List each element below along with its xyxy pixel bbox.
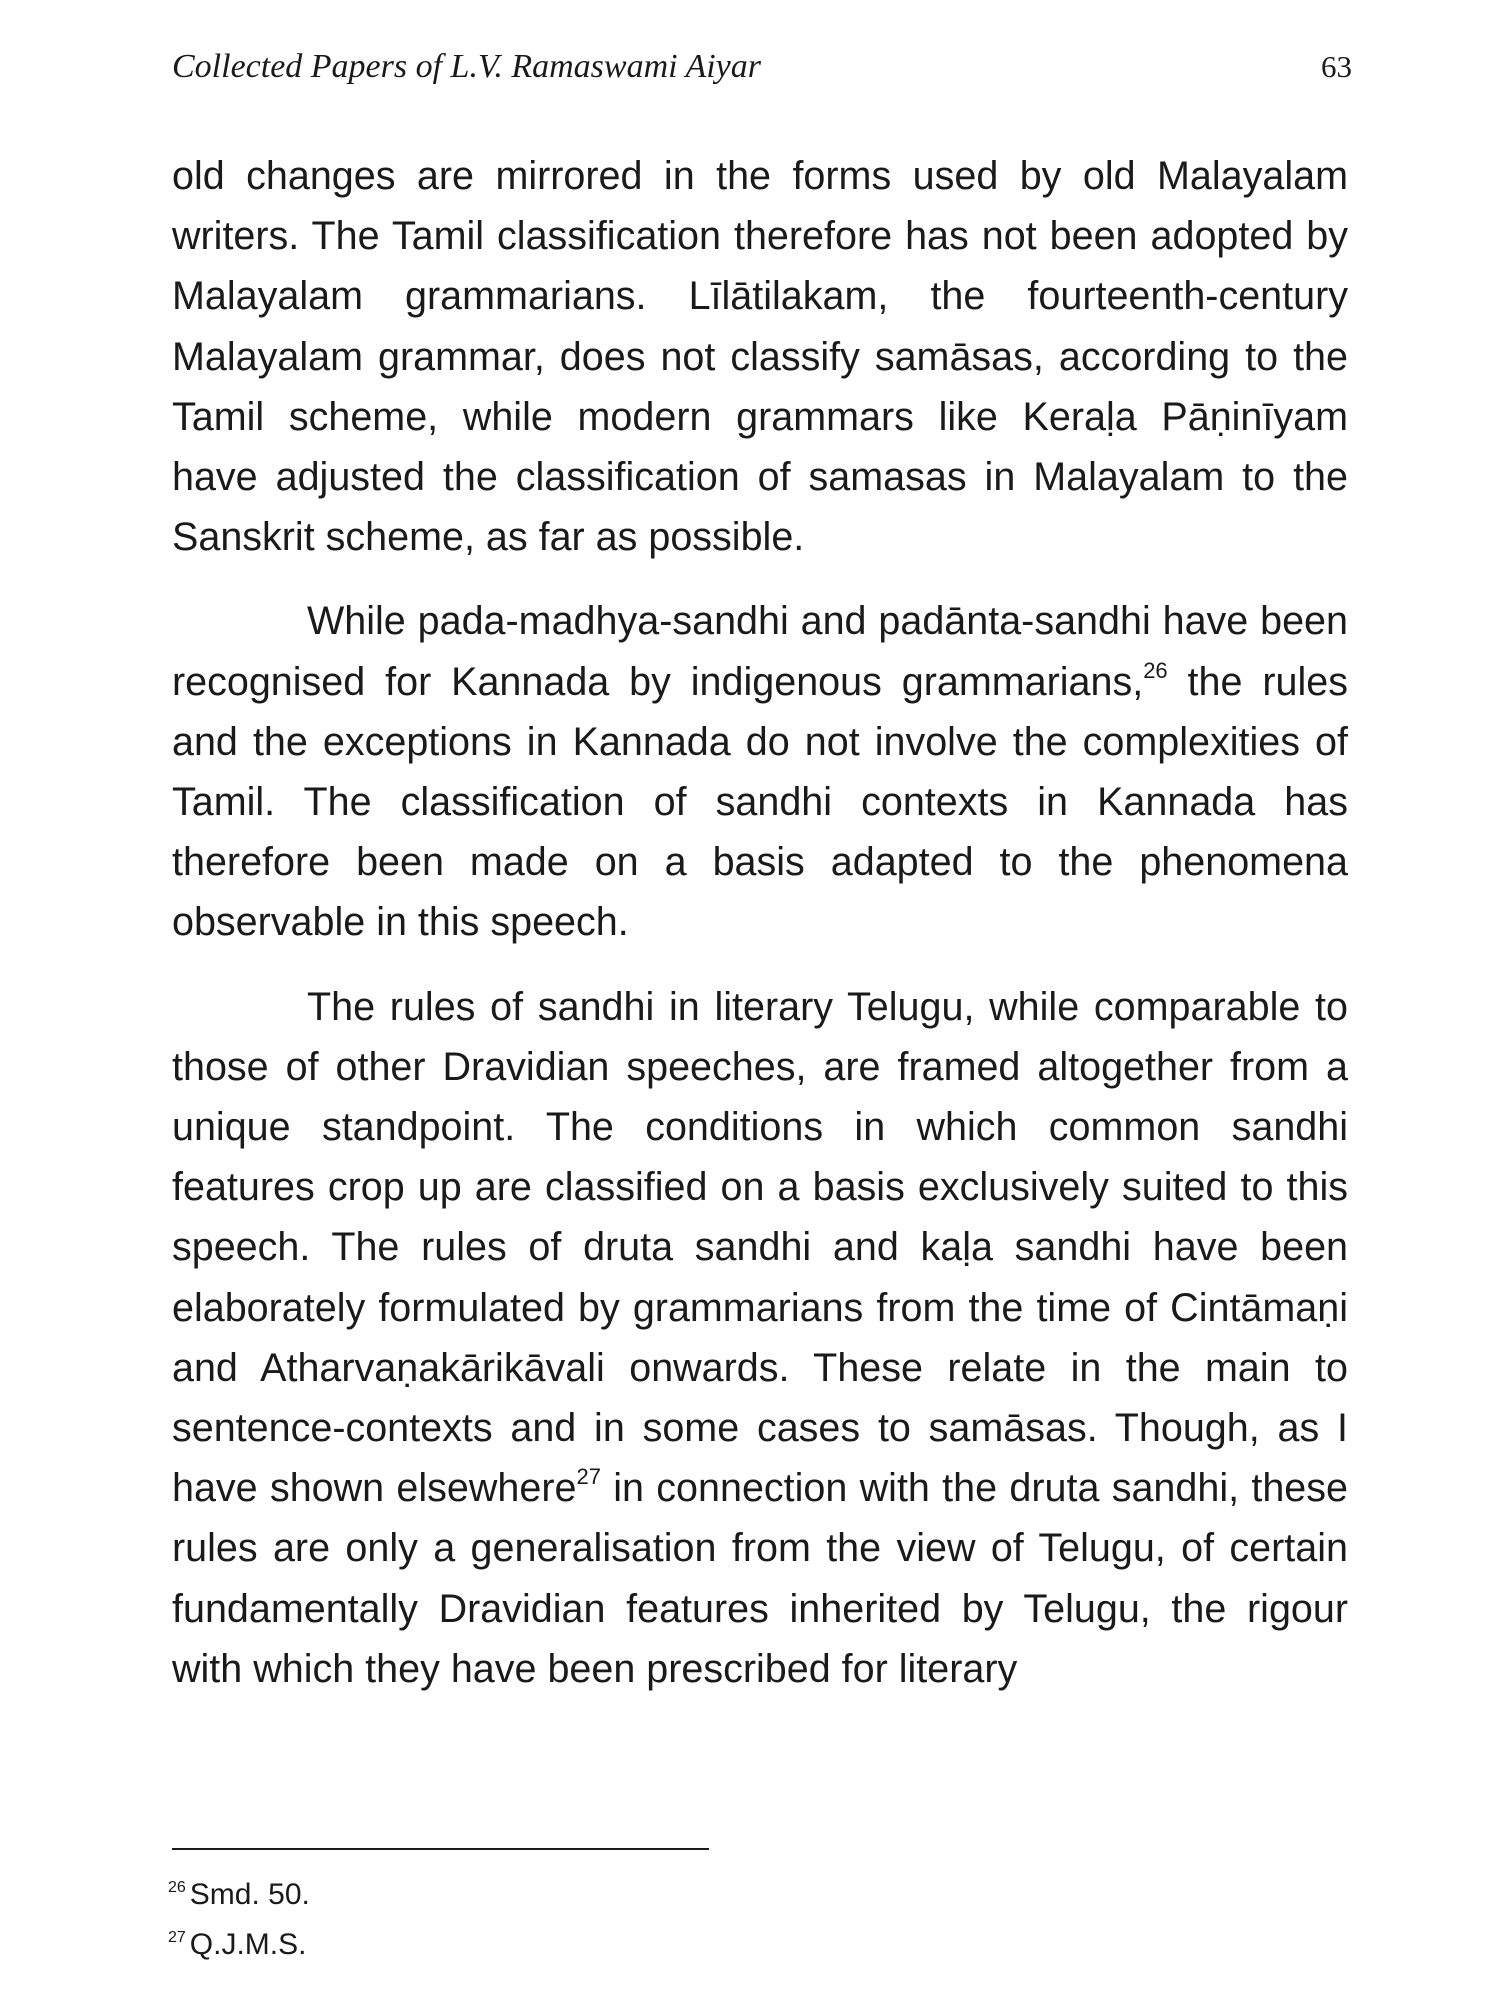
footnote-reference-26: 26 — [1143, 657, 1168, 683]
body-text — [172, 146, 1348, 1699]
footnote-divider — [172, 1848, 709, 1850]
paragraph-3-text-after-note: in connection with the druta sandhi, these rules are only a generalisation from the view of Telugu, of certain fundamentally Dravidian features inherited by Telugu, the rigour with which they have been prescribed for literary — [172, 1466, 1348, 1691]
paragraph-3 — [172, 977, 1348, 1699]
paragraph-1 — [172, 146, 1348, 567]
paragraph-2-text-before-note: While pada-madhya-sandhi and padānta-sandhi have been recognised for Kannada by indigenous grammarians, — [172, 599, 1348, 704]
paragraph-2 — [172, 591, 1348, 952]
paragraph-3-text-before-note: The rules of sandhi in literary Telugu, while comparable to those of other Dravidian speeches, are framed altogether from a unique standpoint. The conditions in which common sandhi features crop up are classified on a basis exclusively suited to this speech. The rules of druta sandhi and kaḷa sandhi have been elaborately formulated by grammarians from the time of Cintāmaṇi and Atharvaṇakārikāvali onwards. These relate in the main to sentence-contexts and in some cases to samāsas. Though, as I have shown elsewhere — [172, 984, 1348, 1511]
paragraph-1-text: old changes are mirrored in the forms used by old Malayalam writers. The Tamil classification therefore has not been adopted by Malayalam grammarians. Līlātilakam, the fourteenth-century Malayalam grammar, does not classify samāsas, according to the Tamil scheme, while modern grammars like Keraḷa Pāṇinīyam have adjusted the classification of samasas in Malayalam to the Sanskrit scheme, as far as possible. — [172, 154, 1348, 560]
footnotes — [168, 1866, 310, 1966]
footnote-text-26: Smd. 50. — [189, 1878, 310, 1911]
footnote-reference-27: 27 — [576, 1464, 601, 1490]
footnote-mark-26: 26 — [168, 1879, 186, 1896]
page-number: 63 — [1321, 49, 1352, 84]
footnote-26 — [168, 1866, 310, 1916]
running-header — [172, 48, 1352, 92]
paragraph-2-text-after-note: the rules and the exceptions in Kannada do not involve the complexities of Tamil. The classification of sandhi contexts in Kannada has therefore been made on a basis adapted to the phenomena observable in this speech. — [172, 659, 1348, 945]
footnote-mark-27: 27 — [168, 1929, 186, 1946]
footnote-text-27: Q.J.M.S. — [189, 1928, 307, 1961]
running-title: Collected Papers of L.V. Ramaswami Aiyar — [172, 48, 762, 85]
footnote-27 — [168, 1916, 310, 1966]
